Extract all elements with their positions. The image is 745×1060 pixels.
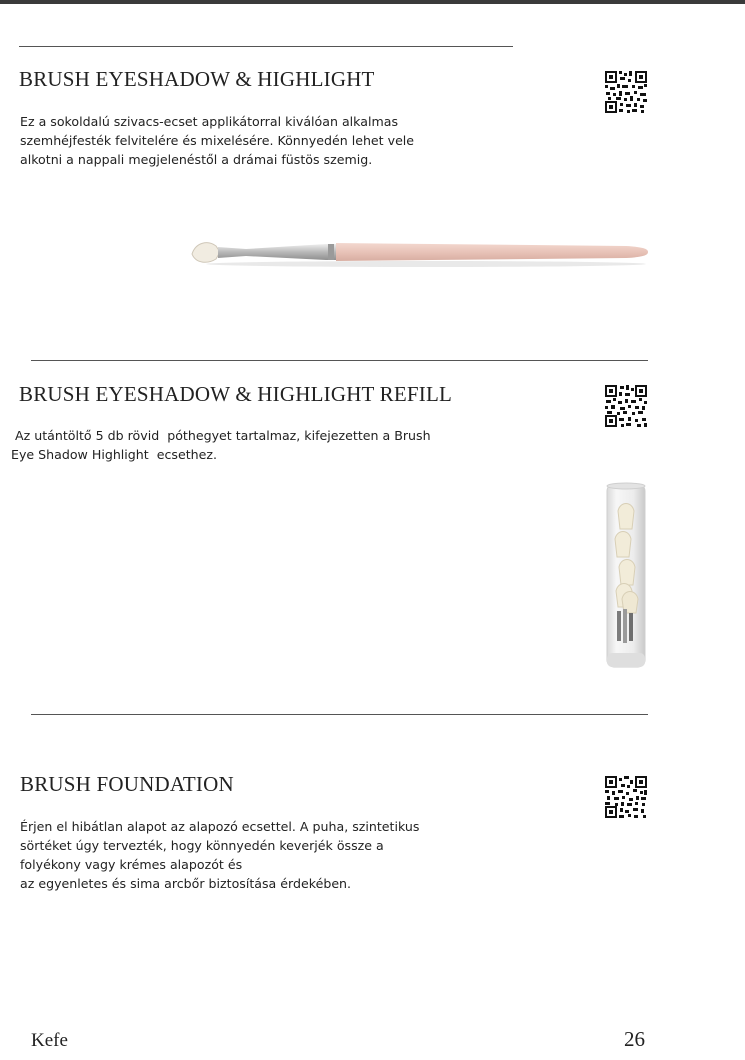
section-divider xyxy=(31,360,648,361)
qr-code-icon[interactable] xyxy=(604,70,648,114)
qr-code-icon[interactable] xyxy=(604,775,648,819)
product-title-eyeshadow-brush: BRUSH EYESHADOW & HIGHLIGHT xyxy=(19,67,375,91)
top-border xyxy=(0,0,745,4)
product-description-foundation-brush xyxy=(20,817,419,893)
description-line: szemhéjfesték felvitelére és mixelésére. Könnyedén lehet vele xyxy=(20,133,415,148)
product-title-foundation-brush: BRUSH FOUNDATION xyxy=(20,772,234,796)
description-line: alkotni a nappali megjelenéstől a drámai füstös szemig. xyxy=(20,152,373,167)
description-line: Eye Shadow Highlight ecsethez. xyxy=(11,447,217,462)
eyeshadow-brush-image xyxy=(186,232,656,276)
description-line: Érjen el hibátlan alapot az alapozó ecsettel. A puha, szintetikus xyxy=(20,819,420,834)
description-line: Az utántöltő 5 db rövid póthegyet tartalmaz, kifejezetten a Brush xyxy=(11,428,431,443)
product-description-refill xyxy=(11,426,431,464)
section-divider xyxy=(19,46,513,47)
product-description-eyeshadow-brush xyxy=(20,112,414,169)
refill-tube-image xyxy=(602,481,650,671)
product-title-refill: BRUSH EYESHADOW & HIGHLIGHT REFILL xyxy=(19,382,453,406)
description-line: folyékony vagy krémes alapozót és xyxy=(20,857,243,872)
page-number: 26 xyxy=(624,1027,645,1051)
footer-category: Kefe xyxy=(31,1030,68,1051)
description-line: az egyenletes és sima arcbőr biztosítása érdekében. xyxy=(20,876,352,891)
description-line: Ez a sokoldalú szivacs-ecset applikátorral kiválóan alkalmas xyxy=(20,114,399,129)
section-divider xyxy=(31,714,648,715)
qr-code-icon[interactable] xyxy=(604,384,648,428)
description-line: sörtéket úgy tervezték, hogy könnyedén keverjék össze a xyxy=(20,838,384,853)
